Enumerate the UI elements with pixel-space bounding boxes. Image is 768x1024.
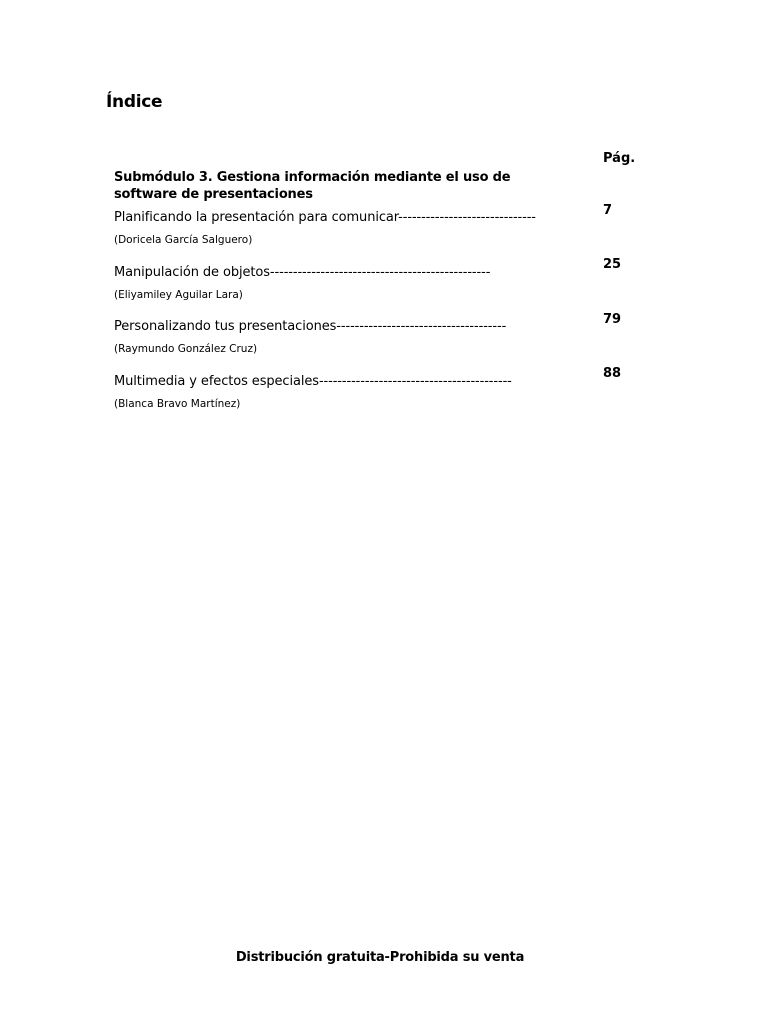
toc-entry-line (114, 210, 588, 226)
submodule-heading: Submódulo 3. Gestiona información mediante el uso de software de presentaciones (114, 170, 511, 202)
toc-entry-line (114, 319, 588, 335)
toc-entry-page: 79 (603, 312, 622, 327)
toc-entry-leader: ------------------------------------------ (318, 374, 512, 389)
toc-entry-title: Manipulación de objetos (114, 265, 270, 280)
toc-entry (114, 374, 594, 411)
toc-entry-author: (Raymundo González Cruz) (114, 343, 258, 355)
toc-entry-page: 7 (603, 203, 613, 218)
toc-entry-title: Multimedia y efectos especiales (114, 374, 319, 389)
toc-entry-leader: ------------------------------------------------ (269, 265, 491, 280)
toc-entry-title: Personalizando tus presentaciones (114, 319, 337, 334)
toc-entry-page: 25 (603, 257, 622, 272)
toc-entry-leader: ------------------------------------- (336, 319, 507, 334)
toc-entry-line (114, 374, 588, 390)
toc-entry (114, 210, 594, 247)
toc-entry (114, 265, 594, 302)
footer-notice: Distribución gratuita-Prohibida su venta (235, 950, 525, 965)
toc-entry-leader: ------------------------------ (398, 210, 536, 225)
toc-entry-author: (Blanca Bravo Martínez) (114, 398, 241, 410)
toc-entry-author: (Eliyamiley Aguilar Lara) (114, 289, 243, 301)
page-column-header: Pág. (603, 151, 636, 166)
toc-entry-page: 88 (603, 366, 622, 381)
page-title: Índice (106, 92, 163, 112)
toc-entry (114, 319, 594, 356)
toc-entry-title: Planificando la presentación para comunicar (114, 210, 399, 225)
toc-entry-author: (Doricela García Salguero) (114, 234, 253, 246)
toc-entry-line (114, 265, 588, 281)
